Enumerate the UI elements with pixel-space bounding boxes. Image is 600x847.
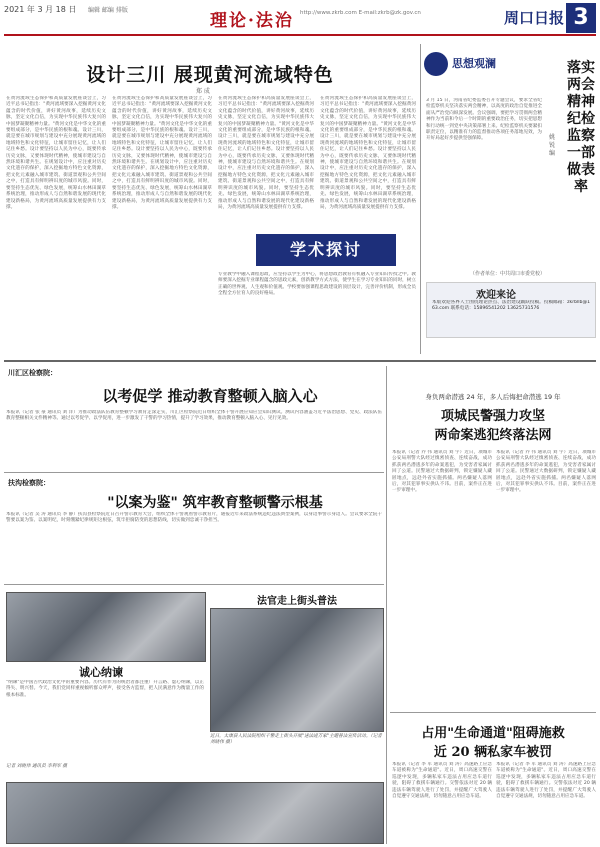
article1-col2: 在黄河流域生态保护和高质量发展座谈会上，习近平总书记指出："黄河流域要深入挖掘黄河文化蕴含的时代价值，讲好黄河故事，延续历史文脉，坚定文化自信，为实现中华民族伟大复兴的中国梦凝聚精神力量。"黄河文化是中华文化的重要组成部分，是中华民族的根和魂。设计三川，就是要在城市规划与建设中充分展现黄河流域的地域特色和文化特征，让城市留住记忆，让人们记住乡愁。设计要坚持以人民为中心，既要传承历史文脉，又要体现时代精神，使城市建设与自然环境和谐共生。在规划设计中，应注重对历史文化遗存的保护，深入挖掘地方特色文化资源，把文化元素融入城市建筑、街道景观和公共空间之中，打造具有鲜明辨识度的城市风貌。同时，要坚持生态优先、绿色发展，统筹山水林田湖草系统治理，推动形成人与自然和谐发展的现代化建设新格局，为黄河流域高质量发展提供有力支撑。: [112, 96, 212, 210]
academic-banner: 学术探讨: [256, 234, 396, 266]
article7-col2: 本报讯（记者 李 军 通讯员 刘 涛）高速路上应急车道被称为"生命通道"。近日，周口高速交警在巡逻中发现，多辆私家车违法占用应急车道行驶，阻碍了救援车辆通行。交警依法对近 20 辆违法车辆驾驶人进行了处罚，并提醒广大驾驶人自觉遵守交通法规，切勿随意占用应急车道。: [496, 762, 596, 800]
commentary-label: 思想观澜: [452, 57, 496, 70]
article5-caption: 近日，太康县人民法院组织干警走上街头开展"送法进万家"主题普法宣传活动。（记者 刘晓伟 摄）: [210, 734, 382, 745]
contact-line: http://www.zkrb.com E-mail:zkrb@zk.gov.cn: [300, 10, 421, 16]
article3-section-label: 扶沟检察院：: [8, 479, 50, 487]
article4-kicker: 身负两命潜逃 24 年，多人后悔把命潜逃 19 年: [425, 393, 561, 401]
article5-title: 法官走上街头普法: [257, 596, 337, 607]
issue-date: 2021 年 3 月 18 日: [4, 5, 77, 14]
commentary-vertical-byline: 姚 锐 编: [548, 134, 555, 157]
commentary-vertical-title: 落实两会精神 纪检监察一部做表率: [567, 60, 595, 195]
column-divider: [420, 44, 421, 354]
page-number: 3: [566, 3, 596, 33]
article4-col1: 本报讯（记者 乔 伟 通讯员 刘 宇）近日，项城市公安局刑警大队经过缜密侦查、连续奋战，成功抓获两名潜逃多年的命案逃犯，为受害者家属讨回了公道。民警通过大数据研判，锁定嫌疑人藏匿地点，远赴外省实施抓捕。两名嫌疑人落网后，对其犯罪事实供认不讳。目前，案件正在进一步审理中。: [392, 450, 492, 494]
editor-line: 编辑 邮编 排版: [88, 7, 128, 14]
article6-credit: 记者 刘晓伟 通讯员 李利军 摄: [6, 764, 67, 769]
newspaper-masthead: 周口日报: [504, 9, 565, 27]
article6-body: "纳谏"是中国古代政治文化中的重要内容。历代有作为的统治者都注重广开言路、虚心纳谏，以正得失、明兴替。今天，我们党同样重视倾听群众呼声，接受各方监督，把人民满意作为衡量工作的根本标准。: [6, 680, 204, 698]
bottom-photo: [6, 782, 384, 844]
column-divider-2: [386, 366, 387, 844]
article-divider-2: [4, 584, 384, 585]
welcome-body: 本版欢迎各界人士围绕理论热点、法治建设踊跃投稿。投稿邮箱：zkrbllb@163.com 联系电话：15896541202 13625731576: [432, 300, 590, 312]
commentary-logo: [424, 52, 448, 76]
article7-title-line1: 占用"生命通道"阻碍施救: [421, 726, 565, 741]
article1-byline: 郑 成: [196, 88, 210, 95]
article2-body: 本报讯（记者 张 豪 通讯员 刘 洋）为推动政法队伍教育整顿学习教育走深走实，川汇区检察院近日组织全体干警开展应知应会知识测试。测试内容涵盖习近平法治思想、党史、政法队伍教育整顿相关文件精神等。通过以考促学、以学促用，进一步激发了干警的学习热情，提升了学习效果，推动教育整顿入脑入心、见行见效。: [6, 410, 382, 422]
article7-title-line2: 近 20 辆私家车被罚: [433, 745, 553, 760]
page-header: [0, 0, 600, 40]
section-divider: [4, 360, 596, 362]
street-law-photo: [210, 608, 384, 732]
commentary-source: （作者单位：中共周口市委党校）: [470, 271, 546, 277]
article1-col4: 在黄河流域生态保护和高质量发展座谈会上，习近平总书记指出："黄河流域要深入挖掘黄河文化蕴含的时代价值，讲好黄河故事，延续历史文脉，坚定文化自信，为实现中华民族伟大复兴的中国梦凝聚精神力量。"黄河文化是中华文化的重要组成部分，是中华民族的根和魂。设计三川，就是要在城市规划与建设中充分展现黄河流域的地域特色和文化特征，让城市留住记忆，让人们记住乡愁。设计要坚持以人民为中心，既要传承历史文脉，又要体现时代精神，使城市建设与自然环境和谐共生。在规划设计中，应注重对历史文化遗存的保护，深入挖掘地方特色文化资源，把文化元素融入城市建筑、街道景观和公共空间之中，打造具有鲜明辨识度的城市风貌。同时，要坚持生态优先、绿色发展，统筹山水林田湖草系统治理，推动形成人与自然和谐发展的现代化建设新格局，为黄河流域高质量发展提供有力支撑。: [320, 96, 416, 210]
welcome-title: 欢迎来论: [476, 290, 516, 301]
article-divider: [4, 472, 384, 473]
article1-col3: 在黄河流域生态保护和高质量发展座谈会上，习近平总书记指出："黄河流域要深入挖掘黄河文化蕴含的时代价值，讲好黄河故事，延续历史文脉，坚定文化自信，为实现中华民族伟大复兴的中国梦凝聚精神力量。"黄河文化是中华文化的重要组成部分，是中华民族的根和魂。设计三川，就是要在城市规划与建设中充分展现黄河流域的地域特色和文化特征，让城市留住记忆，让人们记住乡愁。设计要坚持以人民为中心，既要传承历史文脉，又要体现时代精神，使城市建设与自然环境和谐共生。在规划设计中，应注重对历史文化遗存的保护，深入挖掘地方特色文化资源，把文化元素融入城市建筑、街道景观和公共空间之中，打造具有鲜明辨识度的城市风貌。同时，要坚持生态优先、绿色发展，统筹山水林田湖草系统治理，推动形成人与自然和谐发展的现代化建设新格局，为黄河流域高质量发展提供有力支撑。: [218, 96, 314, 210]
article2-title: 以考促学 推动教育整顿入脑入心: [102, 387, 318, 405]
article4-title-line1: 项城民警强力攻坚: [440, 409, 545, 424]
academic-body: 专业教学中融入课程思政，应坚持以学生为中心，将思想政治教育有机融入专业知识传授之中。教师要深入挖掘专业课程蕴含的思政元素，创新教学方式方法，使学生在学习专业知识的同时，树立正确的世界观、人生观和价值观。学校要加强课程思政建设的顶层设计，完善评价机制，形成全员全程全方位育人的良好格局。: [218, 272, 416, 297]
article2-section-label: 川汇区检察院：: [8, 369, 57, 377]
article-divider-3: [390, 712, 596, 713]
article4-title-line2: 两命案逃犯终落法网: [434, 428, 552, 443]
article7-col1: 本报讯（记者 李 军 通讯员 刘 涛）高速路上应急车道被称为"生命通道"。近日，周口高速交警在巡逻中发现，多辆私家车违法占用应急车道行驶，阻碍了救援车辆通行。交警依法对近 20 辆违法车辆驾驶人进行了处罚，并提醒广大驾驶人自觉遵守交通法规，切勿随意占用应急车道。: [392, 762, 492, 800]
article3-title: "以案为鉴" 筑牢教育整顿警示根基: [107, 495, 323, 511]
article3-body: 本报讯（记者 吴 涛 通讯员 李 静）扶沟县检察院近日召开警示教育大会，组织全体干警观看警示教育片，通报近年来政法系统违纪违法典型案例，以身边事警示身边人。会议要求全院干警要以案为鉴、以案明纪，时刻绷紧纪律规矩这根弦，筑牢拒腐防变的思想防线，切实做到忠诚干净担当。: [6, 512, 382, 524]
section-title: 理论·法治: [210, 11, 294, 31]
article1-col1: 在黄河流域生态保护和高质量发展座谈会上，习近平总书记指出："黄河流域要深入挖掘黄河文化蕴含的时代价值，讲好黄河故事，延续历史文脉，坚定文化自信，为实现中华民族伟大复兴的中国梦凝聚精神力量。"黄河文化是中华文化的重要组成部分，是中华民族的根和魂。设计三川，就是要在城市规划与建设中充分展现黄河流域的地域特色和文化特征，让城市留住记忆，让人们记住乡愁。设计要坚持以人民为中心，既要传承历史文脉，又要体现时代精神，使城市建设与自然环境和谐共生。在规划设计中，应注重对历史文化遗存的保护，深入挖掘地方特色文化资源，把文化元素融入城市建筑、街道景观和公共空间之中，打造具有鲜明辨识度的城市风貌。同时，要坚持生态优先、绿色发展，统筹山水林田湖草系统治理，推动形成人与自然和谐发展的现代化建设新格局，为黄河流域高质量发展提供有力支撑。: [6, 96, 106, 210]
article1-title: 设计三川 展现黄河流域特色: [86, 64, 334, 86]
article6-title: 诚心纳谏: [79, 666, 123, 679]
left-photo: [6, 592, 206, 662]
commentary-body: 3 月 15 日，河南省纪委监委召开专题会议，要求全省纪检监察机关坚决落实两会精神，以高度的政治自觉推进全面从严治党向纵深发展。会议强调，要把学习贯彻两会精神作为当前和今后一个时期的重要政治任务，切实把思想和行动统一到党中央决策部署上来。纪检监察机关要紧扣职责定位，以精准有力的监督推动各项任务落地见效，为开好局起好步提供坚强保障。: [426, 98, 542, 142]
header-divider: [4, 34, 596, 36]
article4-col2: 本报讯（记者 乔 伟 通讯员 刘 宇）近日，项城市公安局刑警大队经过缜密侦查、连续奋战，成功抓获两名潜逃多年的命案逃犯，为受害者家属讨回了公道。民警通过大数据研判，锁定嫌疑人藏匿地点，远赴外省实施抓捕。两名嫌疑人落网后，对其犯罪事实供认不讳。目前，案件正在进一步审理中。: [496, 450, 596, 494]
